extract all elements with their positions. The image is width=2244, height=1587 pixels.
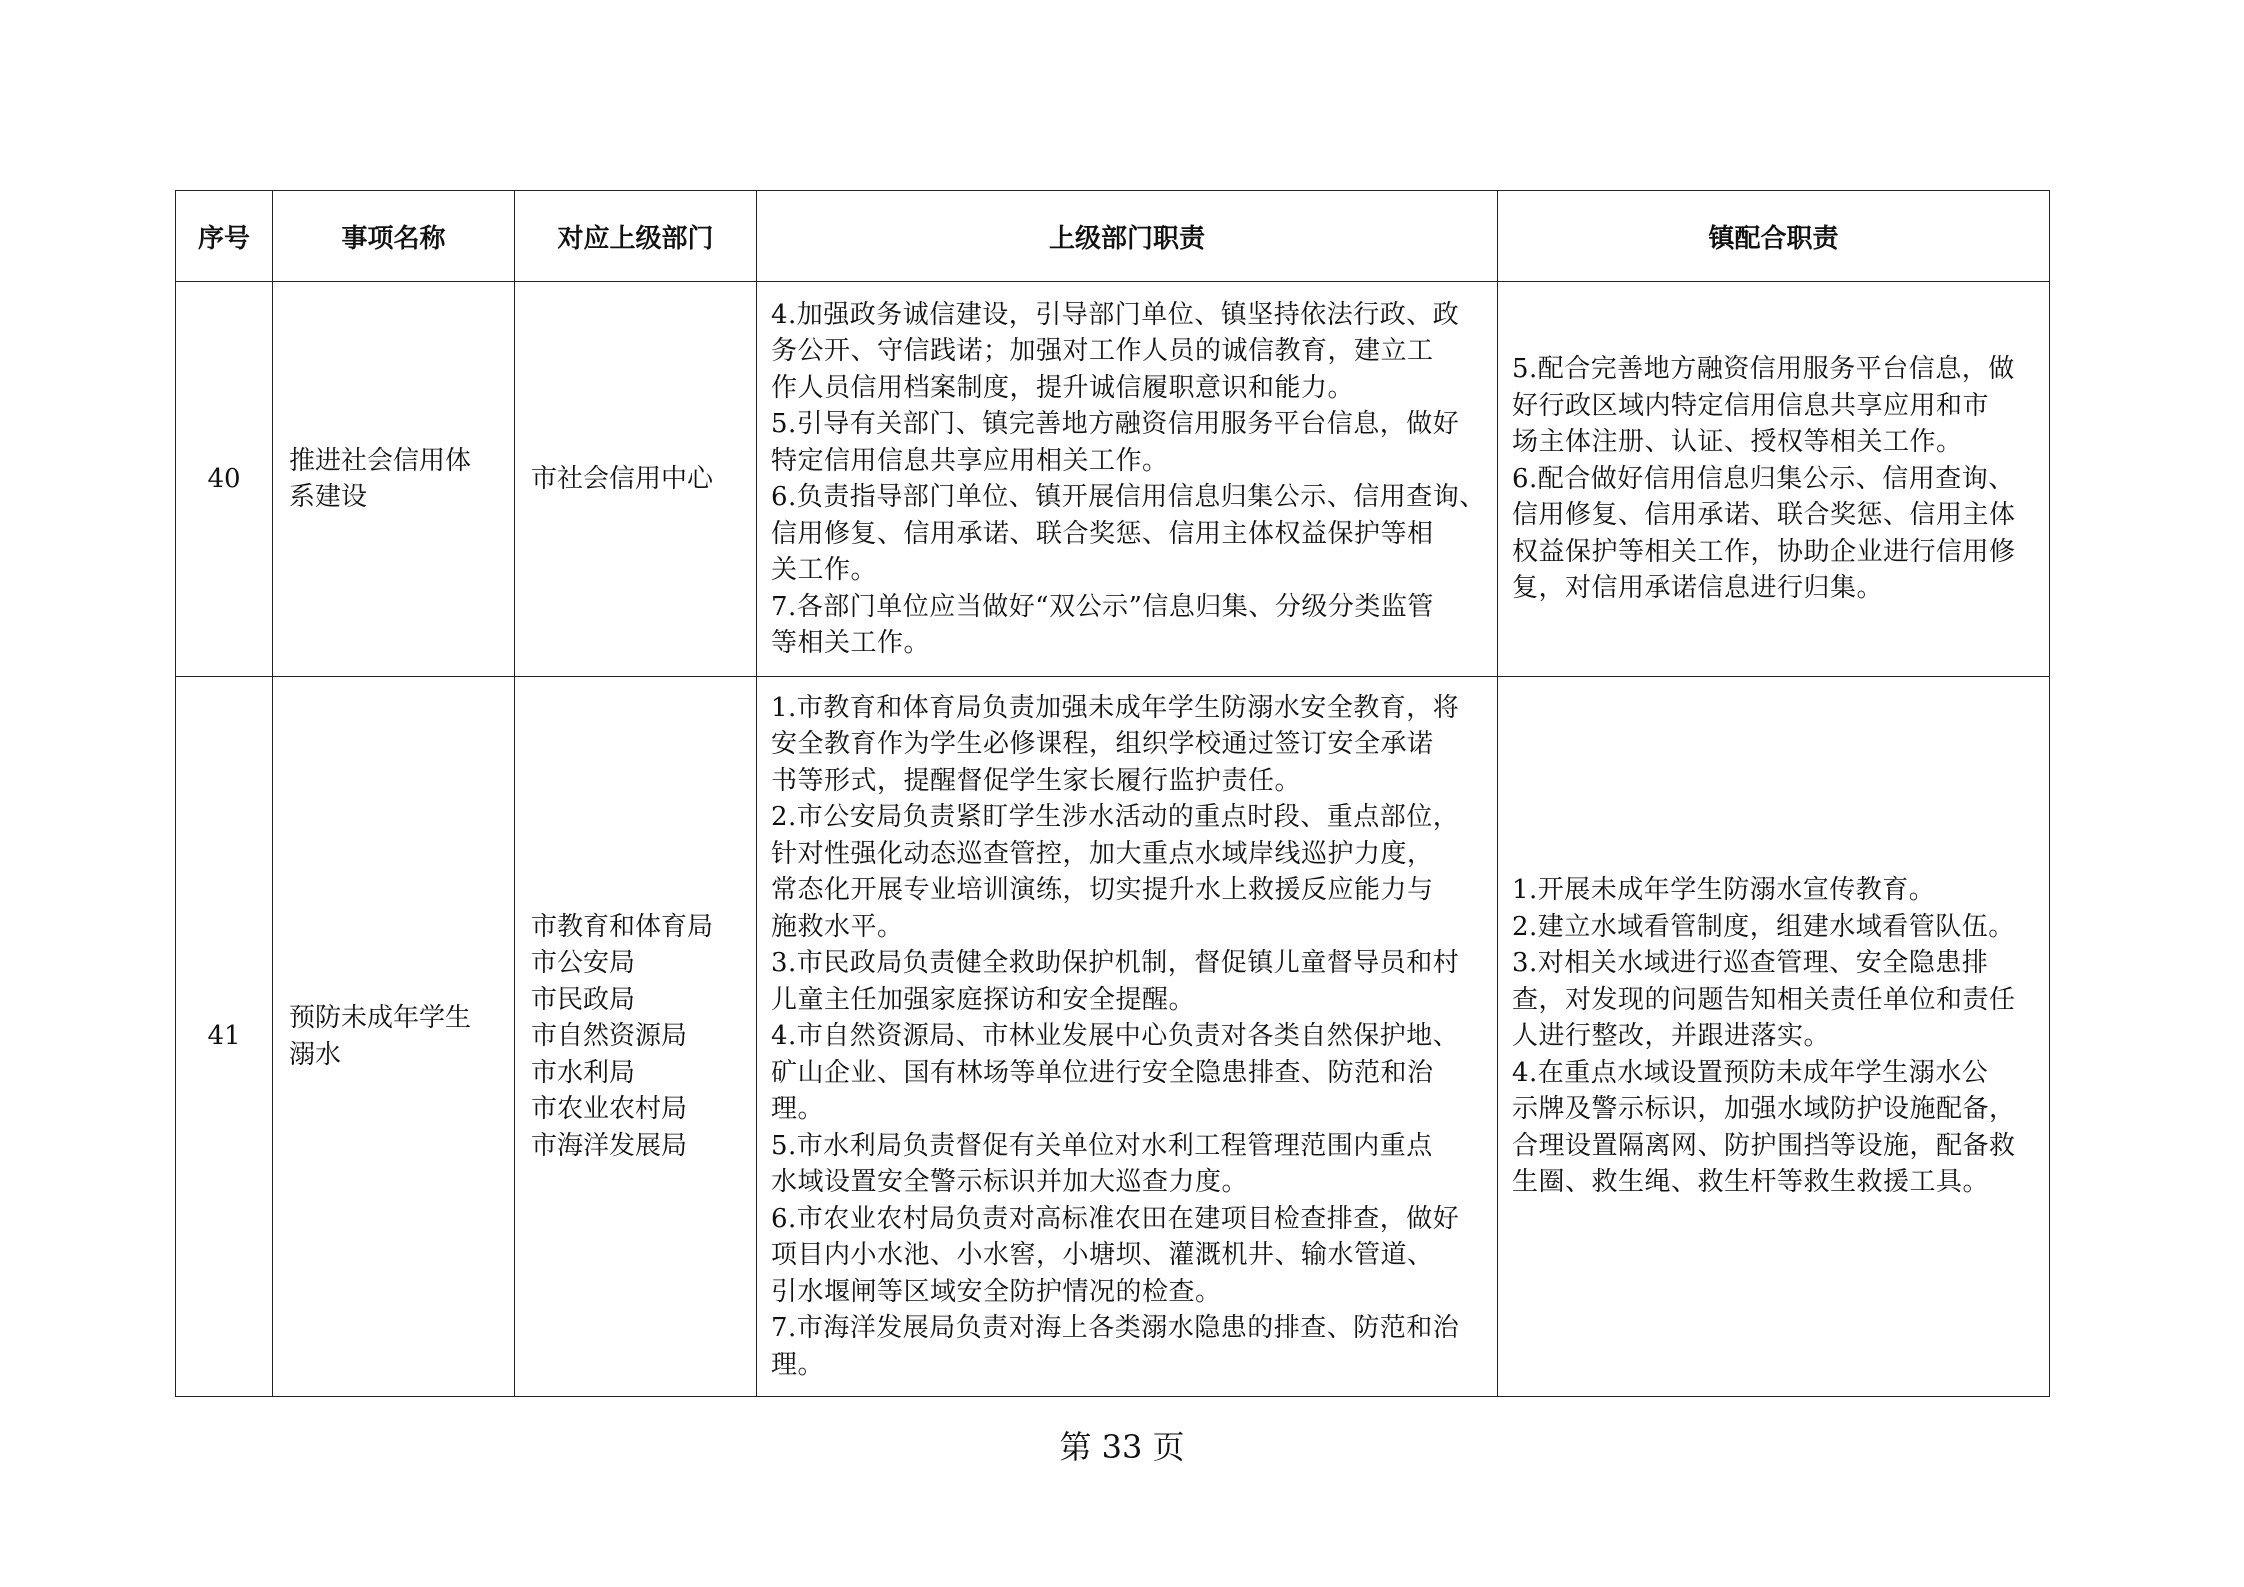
table-row [176,282,2050,677]
text-line: 7.各部门单位应当做好“双公示”信息归集、分级分类监管 [771,591,1434,622]
text-line: 常态化开展专业培训演练，切实提升水上救援反应能力与 [771,875,1434,906]
text-line: 推进社会信用体 [289,445,472,476]
text-line: 6.负责指导部门单位、镇开展信用信息归集公示、信用查询、 [771,482,1486,512]
text-line: 信用修复、信用承诺、联合奖惩、信用主体权益保护等相 [771,518,1434,549]
text-line: 3.市民政局负责健全救助保护机制，督促镇儿童督导员和村 [771,948,1460,979]
text-line: 市自然资源局 [531,1021,688,1052]
text-line: 1.开展未成年学生防溺水宣传教育。 [1512,875,1936,906]
text-line: 务公开、守信践诺；加强对工作人员的诚信教育，建立工 [771,336,1434,366]
text-line: 生圈、救生绳、救生杆等救生救援工具。 [1512,1167,1990,1198]
text-line: 信用修复、信用承诺、联合奖惩、信用主体 [1512,500,2016,531]
text-line: 示牌及警示标识，加强水域防护设施配备， [1512,1094,2016,1125]
text-line: 5.引导有关部门、镇完善地方融资信用服务平台信息，做好 [771,409,1460,439]
text-line: 市社会信用中心 [531,463,714,494]
text-line: 3.对相关水域进行巡查管理、安全隐患排 [1512,948,1989,979]
text-line: 理。 [771,1349,825,1380]
row-seq: 41 [176,677,273,1397]
row-superior-dept [515,282,757,677]
text-line: 安全教育作为学生必修课程，组织学校通过签订安全承诺 [771,729,1434,760]
text-line: 5.市水利局负责督促有关单位对水利工程管理范围内重点 [771,1130,1433,1161]
text-line: 市教育和体育局 [531,911,714,942]
text-line: 4.在重点水域设置预防未成年学生溺水公 [1512,1057,1989,1088]
text-line: 项目内小水池、小水窖，小塘坝、灌溉机井、输水管道、 [771,1240,1434,1271]
text-line: 1.市教育和体育局负责加强未成年学生防溺水安全教育，将 [771,692,1460,723]
row-town-duties [1498,677,2050,1397]
text-line: 作人员信用档案制度，提升诚信履职意识和能力。 [771,372,1355,403]
text-line: 溺水 [289,1039,342,1070]
row-item-name [273,282,515,677]
text-line: 5.配合完善地方融资信用服务平台信息，做 [1512,354,2015,385]
text-line: 等相关工作。 [771,628,931,658]
text-line: 施救水平。 [771,911,904,942]
responsibility-table [175,190,2050,1397]
row-seq: 40 [176,282,273,677]
text-line: 2.市公安局负责紧盯学生涉水活动的重点时段、重点部位， [771,802,1460,833]
text-line: 4.加强政务诚信建设，引导部门单位、镇坚持依法行政、政 [771,299,1460,330]
text-line: 引水堰闸等区域安全防护情况的检查。 [771,1276,1222,1307]
text-line: 矿山企业、国有林场等单位进行安全隐患排查、防范和治 [771,1057,1434,1088]
text-line: 市水利局 [531,1057,636,1088]
header-seq: 序号 [176,191,273,282]
text-line: 系建设 [289,482,368,512]
text-line: 合理设置隔离网、防护围挡等设施，配备救 [1512,1130,2016,1161]
header-superior-duties: 上级部门职责 [757,191,1498,282]
text-line: 6.配合做好信用信息归集公示、信用查询、 [1512,463,2015,494]
text-line: 针对性强化动态巡查管控，加大重点水域岸线巡护力度， [771,838,1434,869]
text-line: 查，对发现的问题告知相关责任单位和责任 [1512,984,2016,1015]
text-line: 复，对信用承诺信息进行归集。 [1512,573,1884,604]
text-line: 6.市农业农村局负责对高标准农田在建项目检查排查，做好 [771,1203,1460,1234]
text-line: 7.市海洋发展局负责对海上各类溺水隐患的排查、防范和治 [771,1313,1460,1344]
row-superior-duties [757,282,1498,677]
row-superior-duties [757,677,1498,1397]
text-line: 2.建立水域看管制度，组建水域看管队伍。 [1512,911,2015,942]
text-line: 权益保护等相关工作，协助企业进行信用修 [1512,536,2016,567]
text-line: 关工作。 [771,555,878,585]
text-line: 4.市自然资源局、市林业发展中心负责对各类自然保护地、 [771,1021,1460,1052]
text-line: 水域设置安全警示标识并加大巡查力度。 [771,1167,1249,1198]
text-line: 市公安局 [531,948,636,979]
text-line: 书等形式，提醒督促学生家长履行监护责任。 [771,765,1302,796]
text-line: 预防未成年学生 [289,1003,472,1033]
text-line: 特定信用信息共享应用相关工作。 [771,445,1169,476]
header-item-name: 事项名称 [273,191,515,282]
text-line: 人进行整改，并跟进落实。 [1512,1021,1831,1052]
text-line: 理。 [771,1094,825,1125]
row-town-duties [1498,282,2050,677]
row-item-name [273,677,515,1397]
text-line: 市民政局 [531,984,636,1015]
text-line: 市海洋发展局 [531,1130,688,1161]
text-line: 市农业农村局 [531,1094,688,1125]
table-row [176,677,2050,1397]
page-number: 第 33 页 [1059,1428,1185,1466]
text-line: 场主体注册、认证、授权等相关工作。 [1512,427,1963,458]
row-superior-dept [515,677,757,1397]
text-line: 儿童主任加强家庭探访和安全提醒。 [771,984,1196,1015]
text-line: 好行政区域内特定信用信息共享应用和市 [1512,390,1990,421]
header-superior-dept: 对应上级部门 [515,191,757,282]
table-header-row [176,191,2050,282]
header-town-duties: 镇配合职责 [1498,191,2050,282]
